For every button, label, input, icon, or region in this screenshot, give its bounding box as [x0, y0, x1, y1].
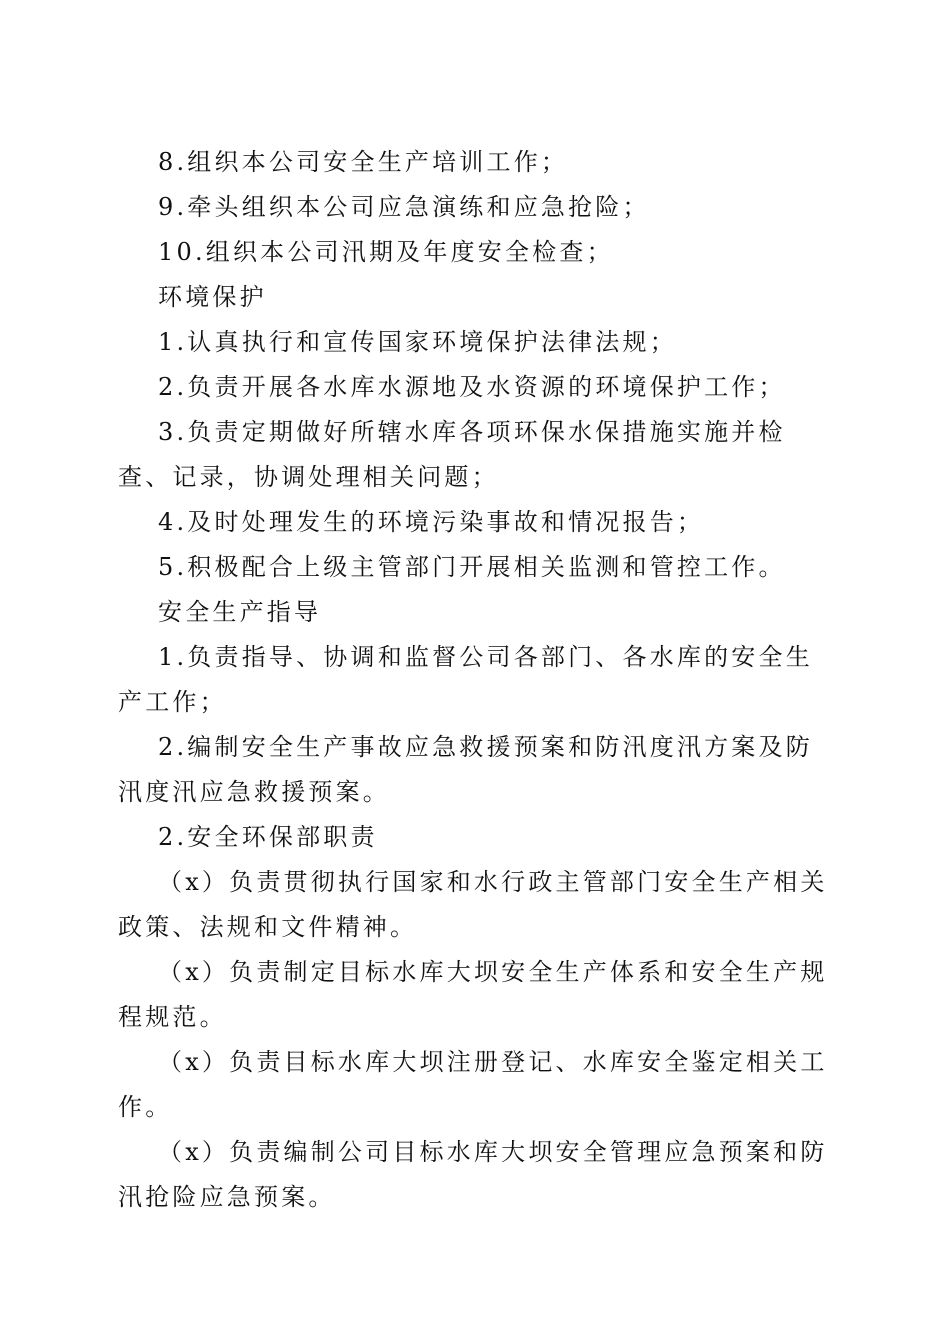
env-item-3: 3.负责定期做好所辖水库各项环保水保措施实施并检查、记录，协调处理相关问题； — [118, 418, 786, 491]
item-9-drills: 9.牵头组织本公司应急演练和应急抢险； — [158, 193, 650, 221]
duty-item-4: （x）负责编制公司目标水库大坝安全管理应急预案和防汛抢险应急预案。 — [118, 1138, 828, 1211]
guidance-item-2: 2.编制安全生产事故应急救援预案和防汛度汛方案及防汛度汛应急救援预案。 — [118, 733, 813, 806]
duty-item-2: （x）负责制定目标水库大坝安全生产体系和安全生产规程规范。 — [118, 958, 828, 1031]
heading-safety-guidance: 安全生产指导 — [158, 598, 322, 626]
item-10-inspection: 10.组织本公司汛期及年度安全检查； — [158, 238, 614, 266]
env-item-1: 1.认真执行和宣传国家环境保护法律法规； — [158, 328, 677, 356]
document-page — [118, 140, 830, 1220]
env-item-4: 4.及时处理发生的环境污染事故和情况报告； — [158, 508, 705, 536]
item-8-training: 8.组织本公司安全生产培训工作； — [158, 148, 569, 176]
heading-environmental-protection: 环境保护 — [158, 283, 267, 311]
duty-item-1: （x）负责贯彻执行国家和水行政主管部门安全生产相关政策、法规和文件精神。 — [118, 868, 828, 941]
duty-item-3: （x）负责目标水库大坝注册登记、水库安全鉴定相关工作。 — [118, 1048, 828, 1121]
env-item-2: 2.负责开展各水库水源地及水资源的环境保护工作； — [158, 373, 786, 401]
env-item-5: 5.积极配合上级主管部门开展相关监测和管控工作。 — [158, 553, 786, 581]
heading-department-duties: 2.安全环保部职责 — [158, 823, 378, 851]
guidance-item-1: 1.负责指导、协调和监督公司各部门、各水库的安全生产工作； — [118, 643, 813, 716]
